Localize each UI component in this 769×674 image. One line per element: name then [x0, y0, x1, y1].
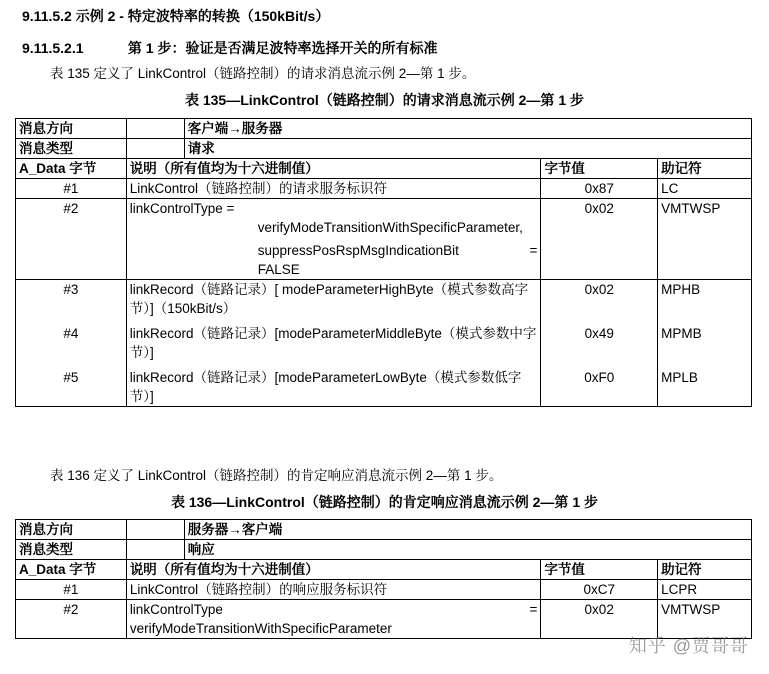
- header-description: 说明（所有值均为十六进制值）: [126, 560, 541, 580]
- desc-key: suppressPosRspMsgIndicationBit: [257, 243, 459, 258]
- watermark: 知乎 @贾哥哥: [628, 636, 749, 656]
- row-mnemonic: MPLB: [658, 362, 752, 407]
- desc-line: linkControlType =: [129, 201, 235, 216]
- subsection-number: 9.11.5.2.1: [22, 40, 84, 56]
- row-byte: #1: [16, 179, 127, 199]
- header-byte: A_Data 字节: [16, 560, 127, 580]
- type-label: 消息类型: [16, 139, 127, 159]
- header-mnemonic: 助记符: [658, 560, 752, 580]
- row-mnemonic: LC: [658, 179, 752, 199]
- table-row: [16, 280, 752, 319]
- subsection-heading: [22, 38, 437, 58]
- direction-value: 客户端→服务器: [184, 119, 751, 139]
- section-heading: 9.11.5.2 示例 2 - 特定波特率的转换（150kBit/s）: [22, 8, 330, 24]
- row-mnemonic: MPMB: [658, 318, 752, 362]
- direction-label: 消息方向: [16, 520, 127, 540]
- desc-eq: =: [529, 602, 538, 617]
- type-value: 响应: [184, 540, 751, 560]
- type-value: 请求: [184, 139, 751, 159]
- header-value: 字节值: [541, 159, 658, 179]
- row-value: 0xF0: [541, 362, 658, 407]
- header-value: 字节值: [541, 560, 658, 580]
- desc-line: verifyModeTransitionWithSpecificParameter: [129, 621, 392, 636]
- table-135-intro: 表 135 定义了 LinkControl（链路控制）的请求消息流示例 2—第 1 步。: [50, 66, 476, 81]
- row-description: linkRecord（链路记录）[modeParameterLowByte（模式参数低字节）]: [126, 362, 541, 407]
- table-136: [15, 519, 752, 639]
- row-description: LinkControl（链路控制）的响应服务标识符: [126, 580, 541, 600]
- desc-line: [130, 600, 538, 619]
- row-value: 0x49: [541, 318, 658, 362]
- row-description: linkRecord（链路记录）[modeParameterMiddleByte（模式参数中字节）]: [126, 318, 541, 362]
- subsection-title: 第 1 步：验证是否满足波特率选择开关的所有标准: [127, 40, 438, 56]
- table-row: [16, 199, 752, 280]
- row-mnemonic: MPHB: [658, 280, 752, 319]
- table-row: [16, 362, 752, 407]
- table-row: [16, 318, 752, 362]
- row-value: 0xC7: [541, 580, 658, 600]
- row-byte: #3: [16, 280, 127, 319]
- table-135-caption: 表 135—LinkControl（链路控制）的请求消息流示例 2—第 1 步: [184, 92, 585, 108]
- desc-line: [130, 241, 538, 260]
- row-description: LinkControl（链路控制）的请求服务标识符: [126, 179, 541, 199]
- row-description: linkRecord（链路记录）[ modeParameterHighByte（模式参数高字节）]（150kBit/s）: [126, 280, 541, 319]
- row-value: 0x02: [541, 600, 658, 639]
- desc-line: verifyModeTransitionWithSpecificParameter,: [257, 220, 523, 235]
- header-mnemonic: 助记符: [658, 159, 752, 179]
- header-description: 说明（所有值均为十六进制值）: [126, 159, 541, 179]
- header-byte: A_Data 字节: [16, 159, 127, 179]
- row-value: 0x02: [541, 199, 658, 280]
- row-value: 0x87: [541, 179, 658, 199]
- direction-label: 消息方向: [16, 119, 127, 139]
- row-byte: #1: [16, 580, 127, 600]
- table-136-intro: 表 136 定义了 LinkControl（链路控制）的肯定响应消息流示例 2—第 1 步。: [50, 468, 503, 483]
- row-mnemonic: LCPR: [658, 580, 752, 600]
- row-value: 0x02: [541, 280, 658, 319]
- desc-line: FALSE: [257, 262, 300, 277]
- row-mnemonic: VMTWSP: [658, 199, 752, 280]
- row-byte: #5: [16, 362, 127, 407]
- desc-key: linkControlType: [129, 602, 223, 617]
- table-row: [16, 580, 752, 600]
- direction-value: 服务器→客户端: [184, 520, 751, 540]
- table-row: [16, 179, 752, 199]
- row-byte: #4: [16, 318, 127, 362]
- row-mnemonic: VMTWSP: [658, 600, 752, 639]
- row-byte: #2: [16, 199, 127, 280]
- table-135: [15, 118, 752, 407]
- row-byte: #2: [16, 600, 127, 639]
- table-136-caption: 表 136—LinkControl（链路控制）的肯定响应消息流示例 2—第 1 步: [170, 494, 599, 510]
- row-description: [126, 600, 541, 639]
- desc-eq: =: [529, 243, 538, 258]
- type-label: 消息类型: [16, 540, 127, 560]
- row-description: [126, 199, 541, 280]
